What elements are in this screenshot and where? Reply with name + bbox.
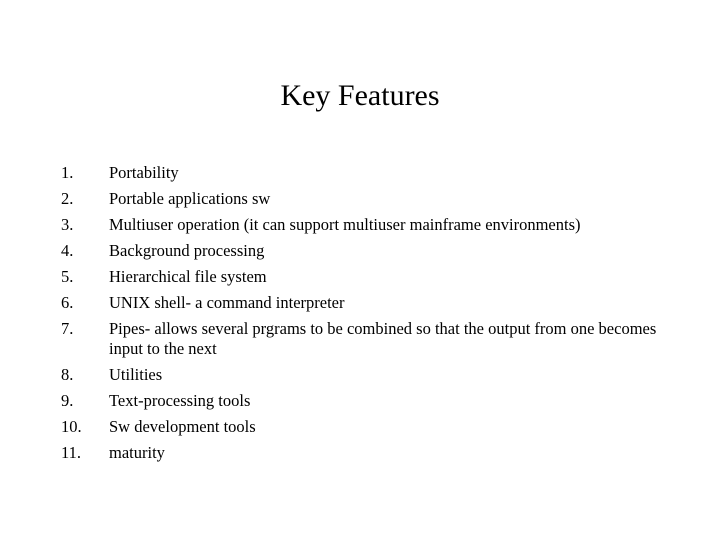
list-item xyxy=(61,212,661,238)
list-item xyxy=(61,264,661,290)
list-item-number: 5. xyxy=(61,267,74,286)
list-item-text: Portability xyxy=(109,163,179,182)
list-item-text: Sw development tools xyxy=(109,417,256,436)
list-item-number: 8. xyxy=(61,365,74,384)
list-item-number: 1. xyxy=(61,163,74,182)
list-item xyxy=(61,316,661,362)
list-item-number: 2. xyxy=(61,189,74,208)
list-item xyxy=(61,440,661,466)
list-item-text: Pipes- allows several prgrams to be combined so that the output from one becomes input to the next xyxy=(109,319,657,358)
list-item xyxy=(61,186,661,212)
list-item-text: Multiuser operation (it can support multiuser mainframe environments) xyxy=(109,215,581,234)
list-item-number: 6. xyxy=(61,293,74,312)
list-item-text: Utilities xyxy=(109,365,163,384)
list-item-number: 4. xyxy=(61,241,74,260)
list-item-text: Portable applications sw xyxy=(109,189,271,208)
list-item xyxy=(61,388,661,414)
list-item-text: Text-processing tools xyxy=(109,391,251,410)
list-item-text: Background processing xyxy=(109,241,265,260)
list-item-text: UNIX shell- a command interpreter xyxy=(109,293,345,312)
list-item xyxy=(61,362,661,388)
list-item-text: maturity xyxy=(109,443,165,462)
list-item-number: 7. xyxy=(61,319,74,338)
list-item xyxy=(61,160,661,186)
list-item-text: Hierarchical file system xyxy=(109,267,267,286)
list-item-number: 10. xyxy=(61,417,82,436)
slide-title: Key Features xyxy=(280,79,440,112)
feature-list xyxy=(61,160,661,466)
list-item xyxy=(61,238,661,264)
list-item-number: 9. xyxy=(61,391,74,410)
list-item xyxy=(61,414,661,440)
list-item-number: 11. xyxy=(61,443,82,462)
list-item xyxy=(61,290,661,316)
list-item-number: 3. xyxy=(61,215,74,234)
